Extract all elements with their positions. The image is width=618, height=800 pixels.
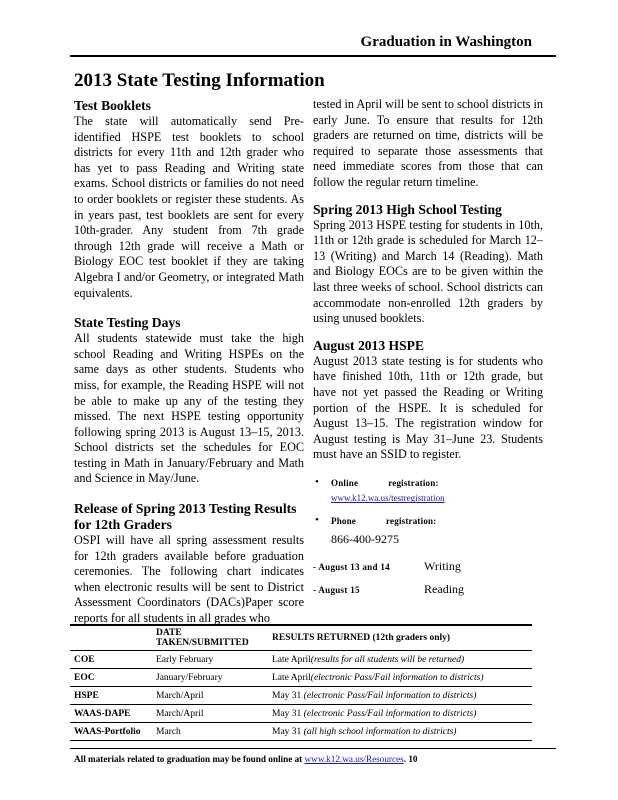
test-name: WAAS-DAPE: [70, 705, 152, 723]
phone-label: [331, 516, 436, 526]
heading-test-booklets: Test Booklets: [74, 98, 151, 113]
list-item: [313, 513, 543, 547]
return-date: Late April: [272, 654, 311, 665]
left-column: [74, 98, 304, 627]
return-date: May 31: [272, 726, 302, 737]
results-returned: [268, 723, 532, 741]
online-label-b: registration:: [388, 477, 439, 488]
date-value: Writing: [424, 559, 461, 574]
phone-label-b: registration:: [386, 516, 437, 527]
date-label: - August 15: [313, 585, 360, 596]
august-dates: [313, 559, 543, 598]
return-date: Late April: [272, 672, 311, 683]
running-head: Graduation in Washington: [360, 34, 532, 50]
paragraph-release-results: OSPI will have all spring assessment results for 12th graders available before graduation ceremonies. The following chart indicates when electronic results will be sent to District Assessment Coordinators (DACs)Paper score reports for all students in all grades who: [74, 533, 304, 626]
date-value: Reading: [424, 582, 465, 597]
page-number: . 10: [403, 754, 418, 764]
paragraph-release-continued: tested in April will be sent to school districts in early June. To ensure that results for 12th graders are returned on time, districts will be required to separate those assessments that need immediate scores from those that can follow the regular return timeline.: [313, 97, 543, 189]
return-note: (electronic Pass/Fail information to districts): [303, 708, 477, 719]
column-header: [70, 625, 152, 651]
date-taken: March/April: [152, 705, 268, 723]
return-note: (all high school information to districts): [303, 726, 457, 737]
column-header: RESULTS RETURNED (12th graders only): [268, 625, 532, 651]
table-row: [70, 705, 532, 723]
paragraph-august-hspe: August 2013 state testing is for students who have finished 10th, 11th or 12th grade, but have not yet passed the Reading or Writing portion of the HSPE. It is scheduled for August 13–15. The registration window for August testing is May 31–June 23. Students must have an SSID to register.: [313, 353, 543, 462]
page-title: 2013 State Testing Information: [74, 70, 325, 91]
return-date: May 31: [272, 708, 302, 719]
date-taken: January/February: [152, 669, 268, 687]
heading-august-hspe: August 2013 HSPE: [313, 337, 425, 353]
column-header: DATE TAKEN/SUBMITTED: [152, 625, 268, 651]
test-name: HSPE: [70, 687, 152, 705]
online-label-a: Online: [331, 477, 359, 488]
date-label: - August 13 and 14: [313, 562, 390, 573]
list-item: [313, 475, 543, 507]
return-note: (electronic Pass/Fail information to districts): [310, 672, 484, 683]
heading-release-results: Release of Spring 2013 Testing Results for 12th Graders: [74, 501, 297, 533]
results-returned: [268, 687, 532, 705]
results-table: [70, 624, 532, 741]
results-returned: [268, 669, 532, 687]
date-row: [313, 582, 543, 599]
results-returned: [268, 705, 532, 723]
phone-label-a: Phone: [331, 516, 357, 527]
test-name: COE: [70, 651, 152, 669]
table-row: [70, 669, 532, 687]
footer-rule: [70, 748, 556, 749]
paragraph-test-booklets: The state will automatically send Pre-identified HSPE test booklets to school districts for every 11th and 12th grader who has yet to pass Reading and Writing state exams. School districts or families do not need to order booklets or register these students. As in years past, test booklets are sent for every 10th-grader. Any student from 7th grade through 12th grade will receive a Math or Biology EOC test booklet if they are taking Algebra I and/or Geometry, or integrated Math equivalents.: [74, 114, 304, 300]
registration-link[interactable]: www.k12.wa.us/testregistration: [331, 493, 445, 504]
table-row: [70, 651, 532, 669]
test-name: WAAS-Portfolio: [70, 723, 152, 741]
date-taken: March/April: [152, 687, 268, 705]
return-date: May 31: [272, 690, 302, 701]
phone-number: 866-400-9275: [331, 531, 399, 546]
registration-list: [313, 475, 543, 547]
paragraph-spring-testing: Spring 2013 HSPE testing for students in 10th, 11th or 12th grade is scheduled for March 12–13 (Writing) and March 14 (Reading). Math and Biology EOCs are to be given within the last three weeks of school. School districts can accommodate non-enrolled 12th graders by using unused booklets.: [313, 217, 543, 326]
online-label: [331, 478, 439, 488]
return-note: (electronic Pass/Fail information to districts): [303, 690, 477, 701]
table-row: [70, 687, 532, 705]
date-taken: March: [152, 723, 268, 741]
paragraph-state-testing-days: All students statewide must take the high school Reading and Writing HSPEs on the same days as other students. Students who miss, for example, the Reading HSPE will not be able to make up any of the testing they missed. The next HSPE testing opportunity following spring 2013 is August 13–15, 2013. School districts set the schedules for EOC testing in Math in January/February and Math and Science in May/June.: [74, 331, 304, 486]
page-footer: [74, 754, 418, 764]
heading-spring-testing: Spring 2013 High School Testing: [313, 201, 502, 217]
right-column: [313, 97, 543, 605]
return-note: (results for all students will be returned): [310, 654, 465, 665]
table-row: [70, 723, 532, 741]
heading-state-testing-days: State Testing Days: [74, 315, 181, 331]
footer-text: All materials related to graduation may be found online at: [74, 754, 303, 764]
resources-link[interactable]: www.k12.wa.us/Resources: [304, 754, 404, 764]
header-rule: [70, 55, 556, 57]
date-row: [313, 559, 543, 576]
date-taken: Early February: [152, 651, 268, 669]
test-name: EOC: [70, 669, 152, 687]
results-returned: [268, 651, 532, 669]
table-header-row: [70, 625, 532, 651]
